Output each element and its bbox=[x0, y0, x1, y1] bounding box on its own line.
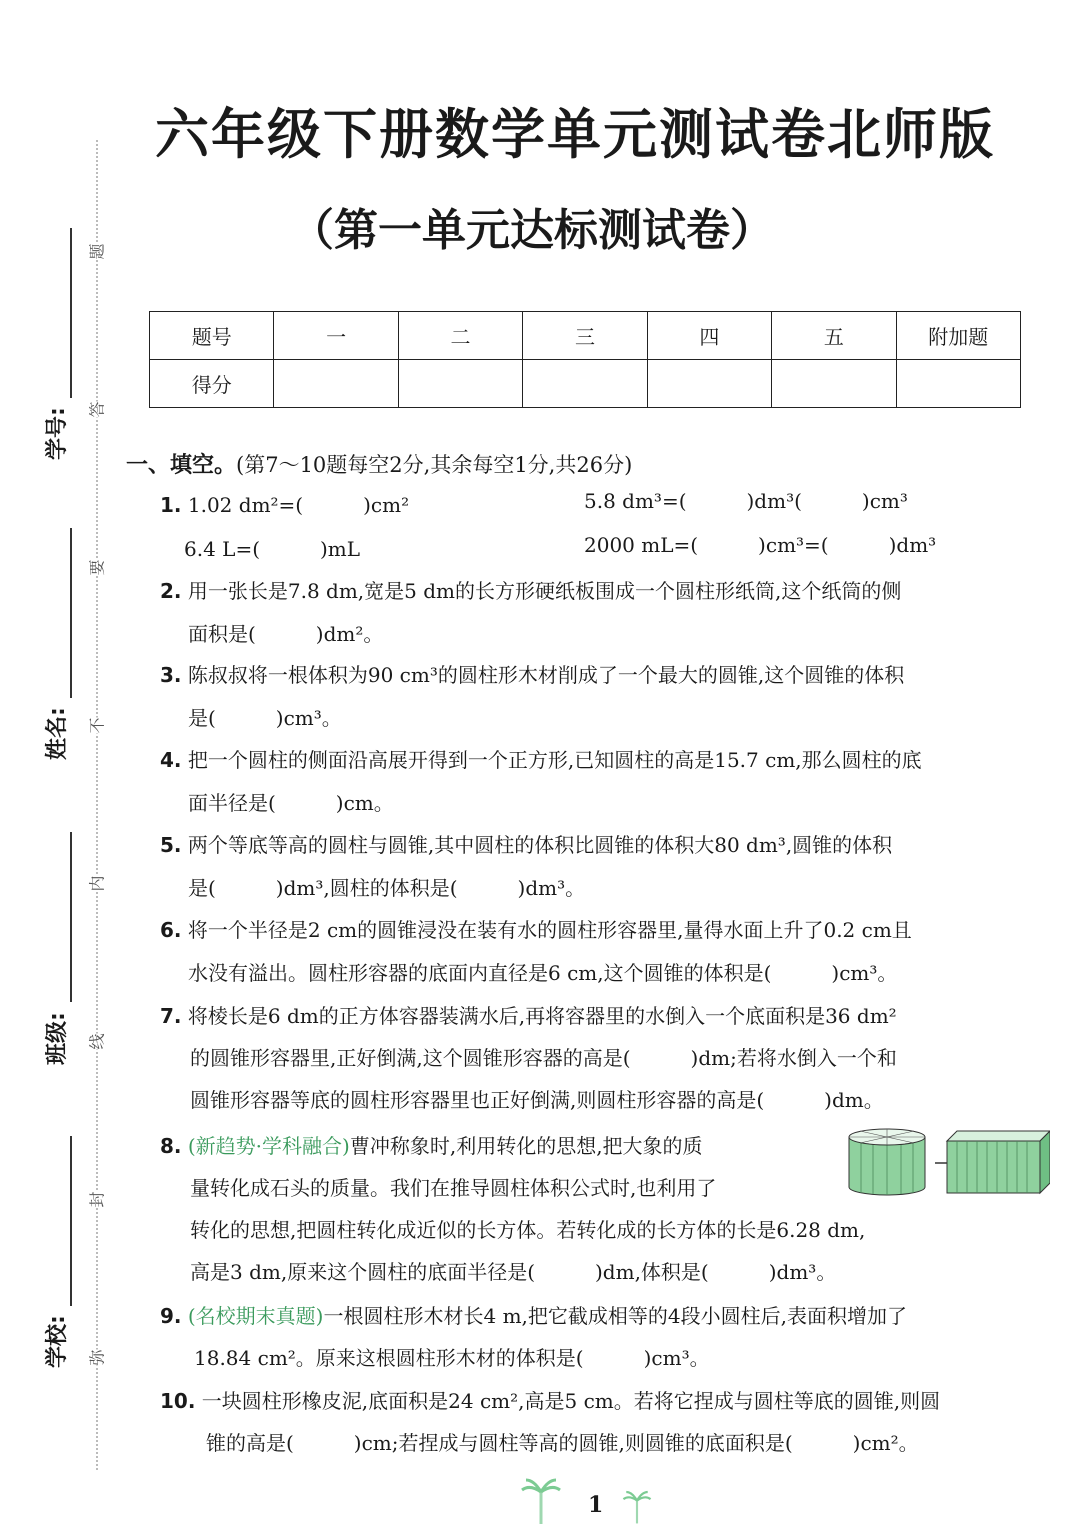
question-5-line-2: 是( )dm³,圆柱的体积是( )dm³。 bbox=[188, 876, 586, 900]
score-header-cell: 五 bbox=[772, 312, 896, 360]
score-cell[interactable] bbox=[274, 360, 398, 408]
cuboid-icon bbox=[947, 1131, 1050, 1193]
question-text: 两个等底等高的圆柱与圆锥,其中圆柱的体积比圆锥的体积大80 dm³,圆锥的体积 bbox=[187, 833, 893, 857]
question-1-line-d: 2000 mL=( )cm³=( )dm³ bbox=[584, 533, 937, 557]
seal-char: 题 bbox=[85, 243, 108, 259]
question-1-line-a bbox=[160, 493, 409, 517]
school-label: 学校: bbox=[45, 1315, 70, 1368]
name-label: 姓名: bbox=[45, 707, 70, 760]
question-4-line-1 bbox=[160, 748, 922, 772]
question-9-line-2: 18.84 cm²。原来这根圆柱形木材的体积是( )cm³。 bbox=[194, 1346, 710, 1370]
section-heading bbox=[126, 448, 632, 479]
question-8-line-2: 量转化成石头的质量。我们在推导圆柱体积公式时,也利用了 bbox=[190, 1176, 717, 1200]
trend-tag: (新趋势·学科融合) bbox=[187, 1134, 350, 1158]
question-6-line-2: 水没有溢出。圆柱形容器的底面内直径是6 cm,这个圆锥的体积是( )cm³。 bbox=[188, 961, 898, 985]
section-note: (第7～10题每空2分,其余每空1分,共26分) bbox=[236, 453, 633, 477]
seal-char: 内 bbox=[85, 875, 108, 891]
score-header-cell: 附加题 bbox=[896, 312, 1020, 360]
question-7-line-1 bbox=[160, 1004, 897, 1028]
score-header-cell: 三 bbox=[523, 312, 647, 360]
source-tag: (名校期末真题) bbox=[187, 1304, 324, 1328]
page-subtitle: （第一单元达标测试卷） bbox=[290, 205, 774, 256]
score-cell[interactable] bbox=[523, 360, 647, 408]
score-header-cell: 二 bbox=[398, 312, 522, 360]
question-number: 8. bbox=[160, 1134, 182, 1158]
question-number: 5. bbox=[160, 833, 182, 857]
question-3-line-2: 是( )cm³。 bbox=[188, 706, 342, 730]
cylinder-icon bbox=[849, 1129, 925, 1195]
name-field[interactable] bbox=[70, 528, 72, 698]
question-1-line-c: 6.4 L=( )mL bbox=[184, 537, 361, 561]
class-label: 班级: bbox=[45, 1012, 70, 1065]
score-row-label: 得分 bbox=[150, 360, 274, 408]
question-text: 曹冲称象时,利用转化的思想,把大象的质 bbox=[349, 1134, 703, 1158]
palm-tree-icon bbox=[622, 1490, 652, 1524]
score-table bbox=[149, 311, 1021, 408]
question-number: 2. bbox=[160, 579, 182, 603]
seal-char: 要 bbox=[85, 559, 108, 575]
question-10-line-2: 锥的高是( )cm;若捏成与圆柱等高的圆锥,则圆锥的底面积是( )cm²。 bbox=[206, 1431, 919, 1455]
seal-char: 封 bbox=[85, 1191, 108, 1207]
seal-char: 答 bbox=[85, 401, 108, 417]
question-text: 一根圆柱形木材长4 m,把它截成相等的4段小圆柱后,表面积增加了 bbox=[323, 1304, 907, 1328]
question-9-line-1 bbox=[160, 1304, 907, 1328]
question-number: 6. bbox=[160, 918, 182, 942]
question-6-line-1 bbox=[160, 918, 912, 942]
question-number: 3. bbox=[160, 663, 182, 687]
page-title: 六年级下册数学单元测试卷北师版 bbox=[155, 103, 995, 166]
question-4-line-2: 面半径是( )cm。 bbox=[188, 791, 394, 815]
cylinder-to-cuboid-illustration bbox=[845, 1125, 1050, 1197]
student-no-label: 学号: bbox=[45, 407, 70, 460]
school-field[interactable] bbox=[70, 1136, 72, 1306]
question-8-line-1 bbox=[160, 1134, 703, 1158]
question-10-line-1 bbox=[160, 1389, 940, 1413]
score-cell[interactable] bbox=[896, 360, 1020, 408]
score-header-cell: 一 bbox=[274, 312, 398, 360]
question-5-line-1 bbox=[160, 833, 892, 857]
seal-char: 不 bbox=[85, 717, 108, 733]
question-8-line-3: 转化的思想,把圆柱转化成近似的长方体。若转化成的长方体的长是6.28 dm, bbox=[190, 1218, 866, 1242]
palm-tree-icon bbox=[520, 1478, 562, 1524]
student-no-field[interactable] bbox=[70, 228, 72, 398]
score-cell[interactable] bbox=[772, 360, 896, 408]
class-field[interactable] bbox=[70, 832, 72, 1002]
question-8-line-4: 高是3 dm,原来这个圆柱的底面半径是( )dm,体积是( )dm³。 bbox=[190, 1260, 837, 1284]
score-cell[interactable] bbox=[398, 360, 522, 408]
question-number: 1. bbox=[160, 493, 182, 517]
question-text: 陈叔叔将一根体积为90 cm³的圆柱形木材削成了一个最大的圆锥,这个圆锥的体积 bbox=[187, 663, 905, 687]
score-header-cell: 题号 bbox=[150, 312, 274, 360]
question-text: 将棱长是6 dm的正方体容器装满水后,再将容器里的水倒入一个底面积是36 dm² bbox=[187, 1004, 897, 1028]
section-label: 一、填空。 bbox=[126, 453, 237, 478]
question-2-line-2: 面积是( )dm²。 bbox=[188, 622, 384, 646]
question-7-line-2: 的圆锥形容器里,正好倒满,这个圆锥形容器的高是( )dm;若将水倒入一个和 bbox=[190, 1046, 897, 1070]
question-3-line-1 bbox=[160, 663, 904, 687]
seal-char: 弥 bbox=[85, 1349, 108, 1365]
question-number: 4. bbox=[160, 748, 182, 772]
question-text: 1.02 dm²=( )cm² bbox=[187, 493, 410, 517]
question-2-line-1 bbox=[160, 579, 901, 603]
question-number: 7. bbox=[160, 1004, 182, 1028]
page-number: 1 bbox=[588, 1492, 604, 1518]
score-header-cell: 四 bbox=[647, 312, 771, 360]
score-table-header-row bbox=[150, 312, 1021, 360]
question-text: 将一个半径是2 cm的圆锥浸没在装有水的圆柱形容器里,量得水面上升了0.2 cm且 bbox=[187, 918, 912, 942]
seal-char: 线 bbox=[85, 1033, 108, 1049]
question-text: 用一张长是7.8 dm,宽是5 dm的长方形硬纸板围成一个圆柱形纸筒,这个纸筒的侧 bbox=[187, 579, 902, 603]
question-number: 9. bbox=[160, 1304, 182, 1328]
question-1-line-b: 5.8 dm³=( )dm³( )cm³ bbox=[584, 489, 908, 513]
question-7-line-3: 圆锥形容器等底的圆柱形容器里也正好倒满,则圆柱形容器的高是( )dm。 bbox=[190, 1088, 884, 1112]
seal-line bbox=[96, 140, 98, 1470]
question-text: 一块圆柱形橡皮泥,底面积是24 cm²,高是5 cm。若将它捏成与圆柱等底的圆锥,则圆 bbox=[201, 1389, 941, 1413]
question-number: 10. bbox=[160, 1389, 196, 1413]
score-table-score-row bbox=[150, 360, 1021, 408]
question-text: 把一个圆柱的侧面沿高展开得到一个正方形,已知圆柱的高是15.7 cm,那么圆柱的底 bbox=[187, 748, 922, 772]
score-cell[interactable] bbox=[647, 360, 771, 408]
